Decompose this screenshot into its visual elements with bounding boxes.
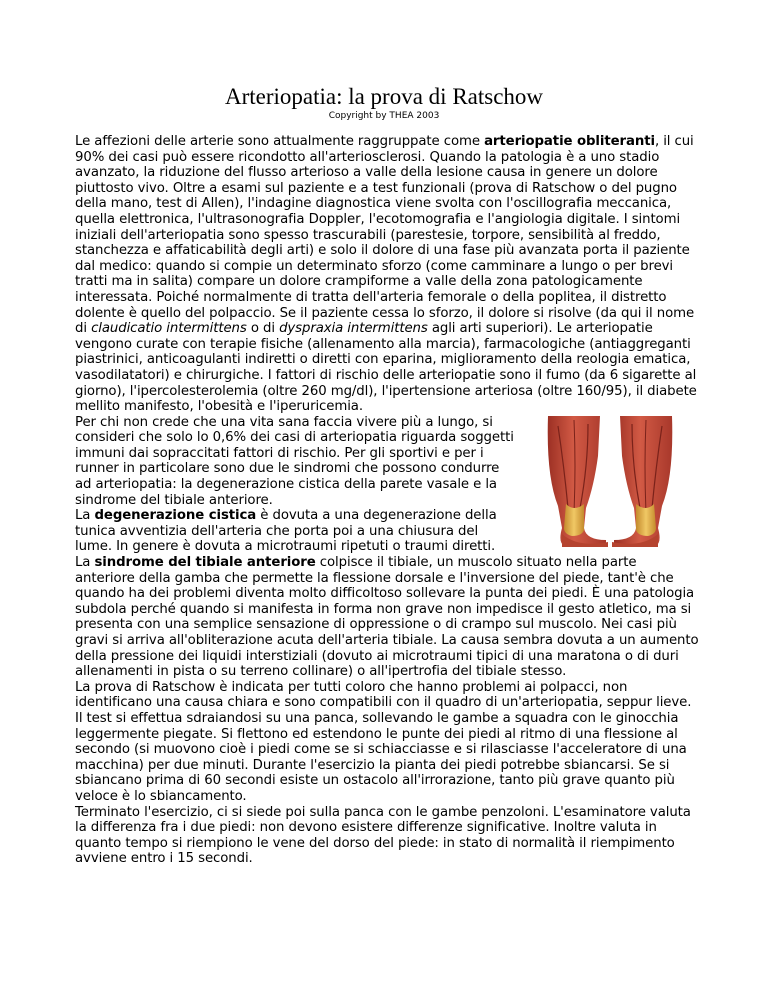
page-title: Arteriopatia: la prova di Ratschow [224, 84, 544, 109]
article-body [75, 134, 700, 867]
term-degenerazione-cistica: degenerazione cistica [94, 508, 257, 524]
term-sindrome-tibiale: sindrome del tibiale anteriore [94, 555, 316, 571]
term-arteriopatie-obliteranti: arteriopatie obliteranti [484, 134, 655, 149]
term-dyspraxia: dyspraxia intermittens [279, 321, 428, 337]
term-claudicatio: claudicatio intermittens [91, 321, 247, 337]
legs-image [528, 416, 688, 548]
paragraph-intro: Le affezioni delle arterie sono attualmente raggruppate come arteriopatie obliteranti, il cui 90% dei casi può essere ricondotto all'arteriosclerosi. Quando la patologia è a uno stadio avanzato, la riduzione del flusso arterioso a valle della lesione causa in genere un dolore piuttosto vivo. Oltre a esami sul paziente e a test funzionali (prova di Ratschow o del pugno della mano, test di Allen), l'indagine diagnostica viene svolta con l'oscillografia meccanica, quella elettronica, l'ultrasonografia Doppler, l'ecotomografia e l'angiologia digitale. I sintomi iniziali dell'arteriopatia sono spesso trascurabili (parestesie, torpore, sensibilità al freddo, stanchezza e affaticabilità degli arti) e solo il dolore di una fase più avanzata porta il paziente dal medico: quando si compie un determinato sforzo (come camminare a lungo o per brevi tratti ma in salita) compare un dolore crampiforme a valle della zona patologicamente interessata. Poiché normalmente di tratta dell'arteria femorale o della poplitea, il distretto dolente è quello del polpaccio. Se il paziente cessa lo sforzo, il dolore si risolve (da qui il nome di claudicatio intermittens o di dyspraxia intermittens agli arti superiori). Le arteriopatie vengono curate con terapie fisiche (allenamento alla marcia), farmacologiche (antiaggreganti piastrinici, anticoagulanti indiretti o diretti con eparina, miglioramento della reologia ematica, vasodilatatori) e chirurgiche. I fattori di rischio delle arteriopatie sono il fumo (da 6 sigarette al giorno), l'ipercolesterolemia (oltre 260 mg/dl), l'ipertensione arteriosa (oltre 160/95), il diabete mellito manifesto, l'obesità e l'iperuricemia. [75, 134, 697, 415]
paragraph-sindrome: La sindrome del tibiale anteriore colpisce il tibiale, un muscolo situato nella parte anteriore della gamba che permette la flessione dorsale e l'inversione del piede, tant'è che quando ha dei problemi diventa molto difficoltoso sollevare la punta dei piedi. È una patologia subdola perché quando si manifesta in forma non grave non impedisce il gesto atletico, ma si presenta con una semplice sensazione di oppressione o di crampo sul muscolo. Nei casi più gravi si arriva all'obliterazione acuta dell'arteria tibiale. La causa sembra dovuta a un aumento della pressione dei liquidi interstiziali (dovuto ai microtraumi tipici di una maratona o di duri allenamenti in pista o su terreno collinare) o all'ipertrofia del tibiale stesso. [75, 555, 699, 680]
paragraph-risk: Per chi non crede che una vita sana faccia vivere più a lungo, si consideri che solo lo 0,6% dei casi di arteriopatia riguarda soggetti immuni dai sopraccitati fattori di rischio. Per gli sportivi e per i runner in particolare sono due le sindromi che possono condurre ad arteriopatia: la degenerazione cistica della parete vasale e la sindrome del tibiale anteriore. [75, 414, 514, 508]
copyright-note: Copyright by THEA 2003 [328, 111, 440, 121]
paragraph-valutazione: Terminato l'esercizio, ci si siede poi sulla panca con le gambe penzoloni. L'esaminatore valuta la differenza fra i due piedi: non devono esistere differenze significative. Inoltre valuta in quanto tempo si riempiono le vene del dorso del piede: in stato di normalità il riempimento avviene entro i 15 secondi. [75, 804, 691, 867]
paragraph-prova: La prova di Ratschow è indicata per tutti coloro che hanno problemi ai polpacci, non identificano una causa chiara e sono compatibili con il quadro di un'arteriopatia, seppur lieve. Il test si effettua sdraiandosi su una panca, sollevando le gambe a squadra con le ginocchia leggermente piegate. Si flettono ed estendono le punte dei piedi al ritmo di una flessione al secondo (si muovono cioè i piedi come se si schiacciasse e si rilasciasse l'acceleratore di una macchina) per due minuti. Durante l'esercizio la pianta dei piedi potrebbe sbiancarsi. Se si sbiancano prima di 60 secondi esiste un ostacolo all'irrorazione, tanto più grave quanto più veloce è lo sbiancamento. [75, 679, 692, 804]
paragraph-degenerazione: La degenerazione cistica è dovuta a una degenerazione della tunica avventizia dell'arteria che porta poi a una chiusura del lume. In genere è dovuta a microtraumi ripetuti o traumi diretti. [75, 508, 497, 555]
leg-muscles-illustration [528, 416, 688, 548]
